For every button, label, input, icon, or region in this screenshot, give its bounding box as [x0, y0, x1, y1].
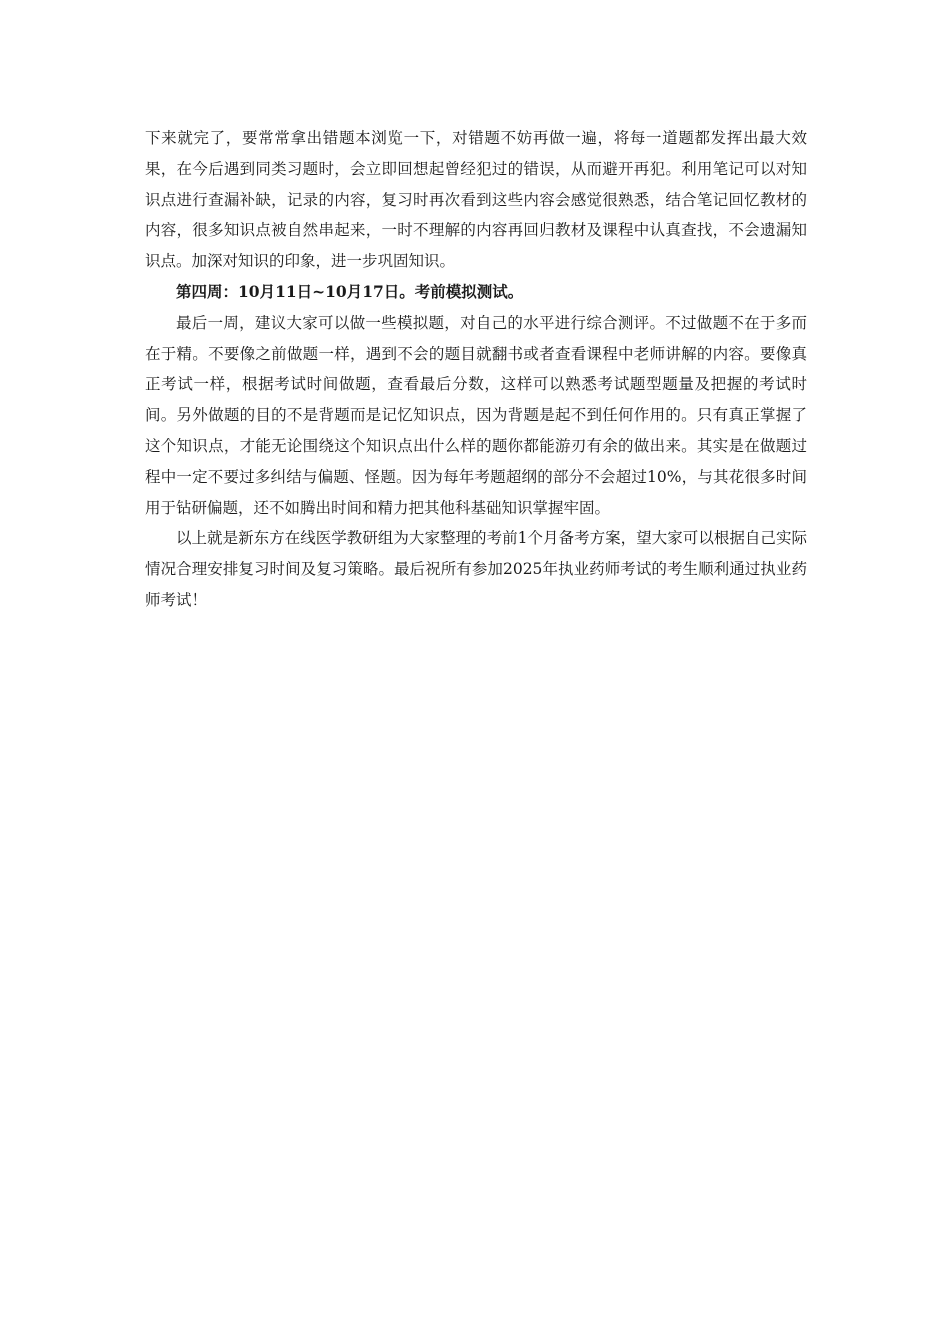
document-page	[145, 123, 807, 616]
closing-paragraph: 以上就是新东方在线医学教研组为大家整理的考前1个月备考方案，望大家可以根据自己实际情况合理安排复习时间及复习策略。最后祝所有参加2025年执业药师考试的考生顺利通过执业药师考试！	[145, 529, 807, 609]
week-four-heading: 第四周：10月11日~10月17日。考前模拟测试。	[176, 281, 524, 301]
week-four-paragraph: 最后一周，建议大家可以做一些模拟题，对自己的水平进行综合测评。不过做题不在于多而在于精。不要像之前做题一样，遇到不会的题目就翻书或者查看课程中老师讲解的内容。要像真正考试一样，根据考试时间做题，查看最后分数，这样可以熟悉考试题型题量及把握的考试时间。另外做题的目的不是背题而是记忆知识点，因为背题是起不到任何作用的。只有真正掌握了这个知识点，才能无论围绕这个知识点出什么样的题你都能游刃有余的做出来。其实是在做题过程中一定不要过多纠结与偏题、怪题。因为每年考题超纲的部分不会超过10%，与其花很多时间用于钻研偏题，还不如腾出时间和精力把其他科基础知识掌握牢固。	[145, 313, 807, 517]
continued-paragraph: 下来就完了，要常常拿出错题本浏览一下，对错题不妨再做一遍，将每一道题都发挥出最大效果，在今后遇到同类习题时，会立即回想起曾经犯过的错误，从而避开再犯。利用笔记可以对知识点进行查漏补缺，记录的内容，复习时再次看到这些内容会感觉很熟悉，结合笔记回忆教材的内容，很多知识点被自然串起来，一时不理解的内容再回归教材及课程中认真查找，不会遗漏知识点。加深对知识的印象，进一步巩固知识。	[145, 129, 807, 271]
